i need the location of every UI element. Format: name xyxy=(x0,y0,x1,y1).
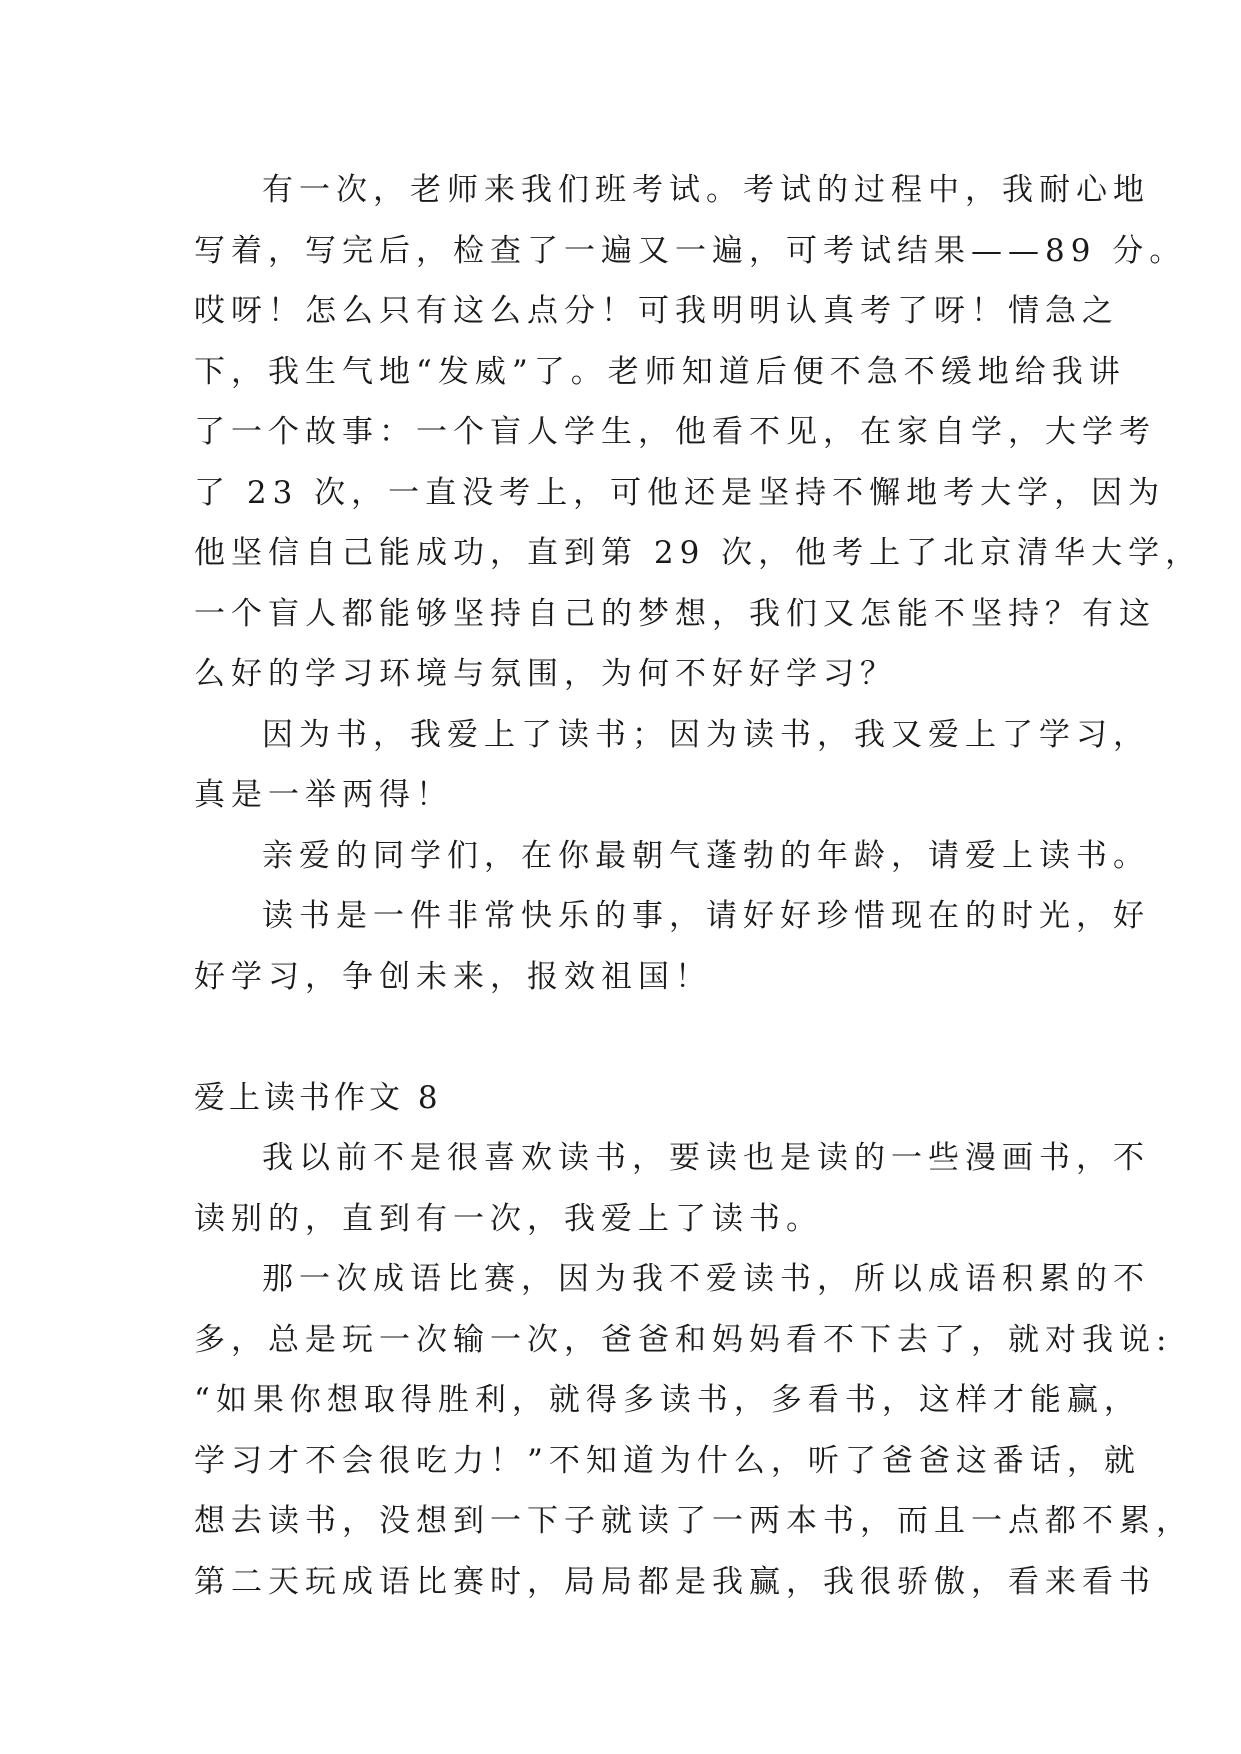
text-line: 好学习，争创未来，报效祖国！ xyxy=(194,958,712,995)
section-spacer xyxy=(194,1007,1046,1068)
text-line: 有一次，老师来我们班考试。考试的过程中，我耐心地 xyxy=(262,172,1150,208)
text-line: 学习才不会很吃力！”不知道为什么，听了爸爸这番话，就 xyxy=(194,1442,1141,1479)
text-line: 下，我生气地“发威”了。老师知道后便不急不缓地给我讲 xyxy=(194,353,1126,390)
paragraph-reading-is-happy xyxy=(194,886,1150,1007)
text-line: 那一次成语比赛，因为我不爱读书，所以成语积累的不 xyxy=(262,1261,1150,1297)
paragraph-dear-classmates xyxy=(194,826,1150,887)
text-line: 第二天玩成语比赛时，局局都是我赢，我很骄傲，看来看书 xyxy=(194,1563,1156,1600)
text-line: 我以前不是很喜欢读书，要读也是读的一些漫画书，不 xyxy=(262,1140,1150,1176)
paragraph-idiom-contest xyxy=(194,1249,1193,1612)
text-line: 么好的学习环境与氛围，为何不好好学习？ xyxy=(194,656,897,692)
paragraph-comic-books xyxy=(194,1128,1150,1249)
text-line: “如果你想取得胜利，就得多读书，多看书，这样才能赢， xyxy=(194,1382,1141,1418)
text-line: 亲爱的同学们，在你最朝气蓬勃的年龄，请爱上读书。 xyxy=(262,837,1150,874)
text-line: 了 23 次，一直没考上，可他还是坚持不懈地考大学，因为 xyxy=(194,474,1166,511)
text-line: 读书是一件非常快乐的事，请好好珍惜现在的时光，好 xyxy=(262,898,1150,934)
text-line: 真是一举两得！ xyxy=(194,777,453,813)
document-body xyxy=(194,160,1203,1612)
text-line: 因为书，我爱上了读书；因为读书，我又爱上了学习， xyxy=(262,716,1150,753)
section-title: 爱上读书作文 8 xyxy=(194,1079,442,1116)
text-line: 读别的，直到有一次，我爱上了读书。 xyxy=(194,1200,823,1237)
paragraph-because-of-books xyxy=(194,705,1150,826)
text-line: 多，总是玩一次输一次，爸爸和妈妈看不下去了，就对我说: xyxy=(194,1321,1173,1358)
paragraph-exam-story xyxy=(194,160,1203,705)
text-line: 一个盲人都能够坚持自己的梦想，我们又怎能不坚持？有这 xyxy=(194,595,1156,632)
text-line: 了一个故事：一个盲人学生，他看不见，在家自学，大学考 xyxy=(194,414,1156,450)
text-line: 想去读书，没想到一下子就读了一两本书，而且一点都不累， xyxy=(194,1503,1193,1539)
text-line: 哎呀！怎么只有这么点分！可我明明认真考了呀！情急之 xyxy=(194,293,1119,329)
text-line: 他坚信自己能成功，直到第 29 次，他考上了北京清华大学， xyxy=(194,535,1203,571)
text-line: 写着，写完后，检查了一遍又一遍，可考试结果——89 分。 xyxy=(194,232,1187,269)
